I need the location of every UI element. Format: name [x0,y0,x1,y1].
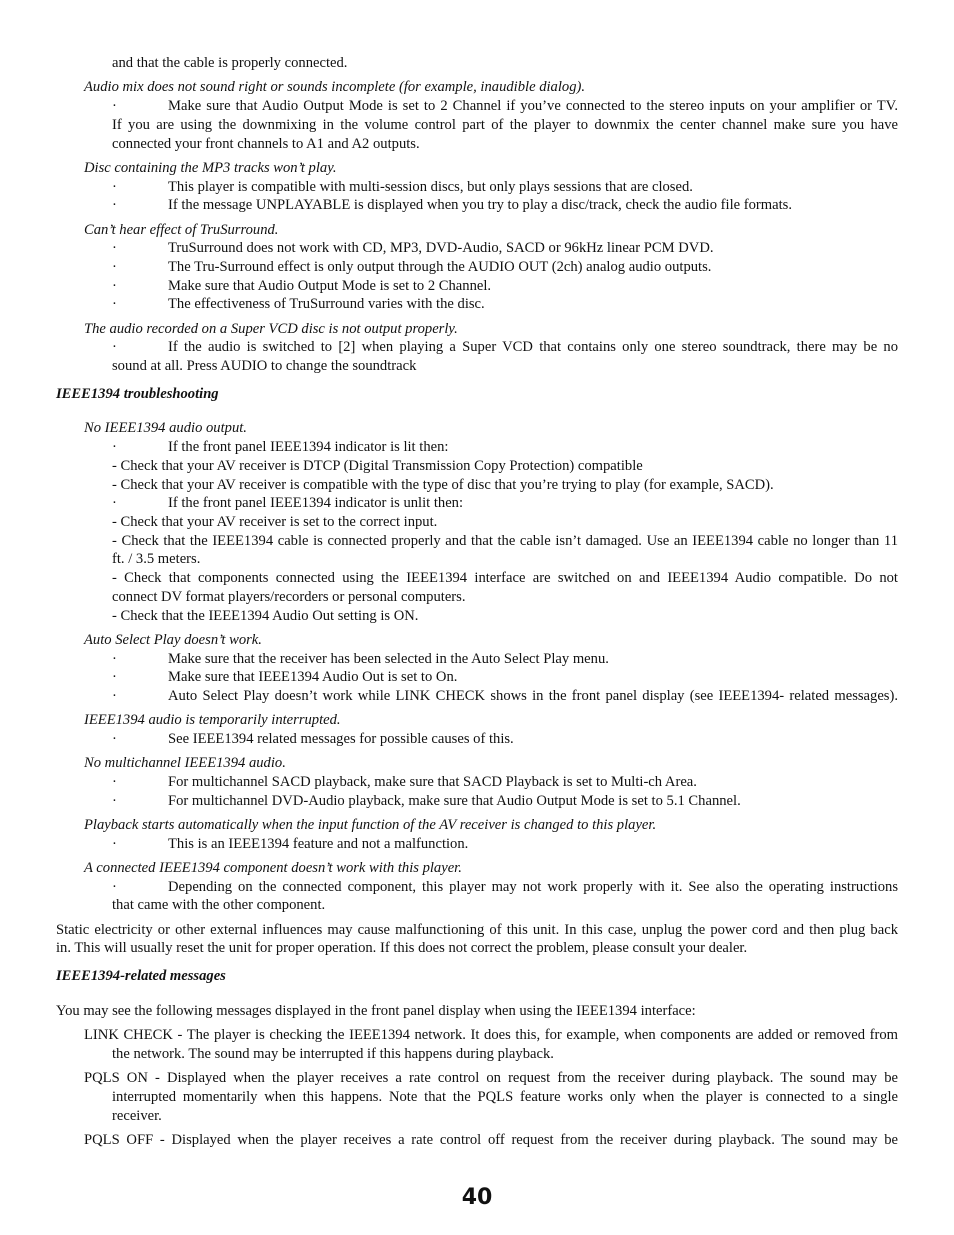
text-line: Make sure that Audio Output Mode is set to 2 Channel if you’ve connected to the stereo inputs on your amplifier or TV. [168,98,898,114]
text-line: - Check that components connected using the IEEE1394 interface are switched on and IEEE1394 Audio compatible. Do not [112,570,898,586]
bullet-dot: · [112,669,117,685]
text-line: receiver. [112,1108,162,1124]
text-line: PQLS ON - Displayed when the player receives a rate control on request from the receiver during playback. The sound may be [84,1070,898,1086]
text-line: Depending on the connected component, this player may not work properly with it. See also the operating instructions [168,879,898,895]
text-line: connected your front channels to A1 and A2 outputs. [112,136,420,152]
issue-heading: A connected IEEE1394 component doesn’t work with this player. [84,860,462,876]
section-heading: IEEE1394 troubleshooting [56,386,219,402]
text-line: PQLS OFF - Displayed when the player receives a rate control off request from the receiver during playback. The sound may be [84,1132,898,1148]
text-line: If the front panel IEEE1394 indicator is lit then: [168,439,449,455]
issue-heading: No IEEE1394 audio output. [84,420,247,436]
section-heading: IEEE1394-related messages [56,968,226,984]
text-line: If the message UNPLAYABLE is displayed when you try to play a disc/track, check the audio file formats. [168,197,793,213]
issue-heading: Disc containing the MP3 tracks won’t play. [84,160,337,176]
bullet-dot: · [112,240,117,256]
issue-heading: Playback starts automatically when the input function of the AV receiver is changed to this player. [84,817,657,833]
bullet-dot: · [112,259,117,275]
text-line: - Check that your AV receiver is set to the correct input. [112,514,438,530]
text-line: - Check that the IEEE1394 cable is connected properly and that the cable isn’t damaged. Use an IEEE1394 cable no longer than 11 [112,533,898,549]
bullet-dot: · [112,651,117,667]
bullet-dot: · [112,793,117,809]
text-line: sound at all. Press AUDIO to change the soundtrack [112,358,417,374]
text-line: Make sure that Audio Output Mode is set to 2 Channel. [168,278,492,294]
text-line: connect DV format players/recorders or personal computers. [112,589,466,605]
issue-heading: The audio recorded on a Super VCD disc is not output properly. [84,321,458,337]
text-line: Make sure that IEEE1394 Audio Out is set to On. [168,669,458,685]
bullet-dot: · [112,197,117,213]
text-line: - Check that the IEEE1394 Audio Out setting is ON. [112,608,419,624]
text-line: The Tru-Surround effect is only output through the AUDIO OUT (2ch) analog audio outputs. [168,259,712,275]
text-line: that came with the other component. [112,897,326,913]
text-line: TruSurround does not work with CD, MP3, DVD-Audio, SACD or 96kHz linear PCM DVD. [168,240,714,256]
text-line: This is an IEEE1394 feature and not a malfunction. [168,836,469,852]
text-line: Static electricity or other external influences may cause malfunctioning of this unit. In this case, unplug the power cord and then plug back [56,922,898,938]
bullet-dot: · [112,495,117,511]
bullet-dot: · [112,339,117,355]
text-line: - Check that your AV receiver is DTCP (Digital Transmission Copy Protection) compatible [112,458,643,474]
issue-heading: Can’t hear effect of TruSurround. [84,222,279,238]
text-line: This player is compatible with multi-session discs, but only plays sessions that are closed. [168,179,693,195]
text-line: in. This will usually reset the unit for proper operation. If this does not correct the problem, please consult your dealer. [56,940,748,956]
text-line: If you are using the downmixing in the volume control part of the player to downmix the center channel make sure you have [112,117,898,133]
text-line: LINK CHECK - The player is checking the IEEE1394 network. It does this, for example, when components are added or removed from [84,1027,898,1043]
bullet-dot: · [112,879,117,895]
issue-heading: IEEE1394 audio is temporarily interrupted. [84,712,341,728]
issue-heading: Audio mix does not sound right or sounds incomplete (for example, inaudible dialog). [84,79,585,95]
text-line: and that the cable is properly connected. [112,55,348,71]
bullet-dot: · [112,774,117,790]
text-line: - Check that your AV receiver is compatible with the type of disc that you’re trying to play (for example, SACD). [112,477,774,493]
bullet-dot: · [112,688,117,704]
issue-heading: Auto Select Play doesn’t work. [84,632,262,648]
bullet-dot: · [112,179,117,195]
text-line: You may see the following messages displayed in the front panel display when using the IEEE1394 interface: [56,1003,696,1019]
text-line: Auto Select Play doesn’t work while LINK CHECK shows in the front panel display (see IEEE1394- related messages). [168,688,898,704]
page-number: 40 [461,1185,493,1210]
bullet-dot: · [112,296,117,312]
text-line: If the front panel IEEE1394 indicator is unlit then: [168,495,464,511]
bullet-dot: · [112,836,117,852]
text-line: Make sure that the receiver has been selected in the Auto Select Play menu. [168,651,609,667]
text-line: For multichannel SACD playback, make sure that SACD Playback is set to Multi-ch Area. [168,774,697,790]
text-line: ft. / 3.5 meters. [112,551,201,567]
text-line: If the audio is switched to [2] when playing a Super VCD that contains only one stereo soundtrack, there may be no [168,339,898,355]
text-line: See IEEE1394 related messages for possible causes of this. [168,731,514,747]
issue-heading: No multichannel IEEE1394 audio. [84,755,286,771]
bullet-dot: · [112,731,117,747]
bullet-dot: · [112,439,117,455]
text-line: the network. The sound may be interrupted if this happens during playback. [112,1046,554,1062]
text-line: The effectiveness of TruSurround varies with the disc. [168,296,485,312]
bullet-dot: · [112,98,117,114]
text-line: For multichannel DVD-Audio playback, make sure that Audio Output Mode is set to 5.1 Channel. [168,793,741,809]
bullet-dot: · [112,278,117,294]
text-line: interrupted momentarily when this happens. Note that the PQLS feature works only when the player is connected to a single [112,1089,898,1105]
